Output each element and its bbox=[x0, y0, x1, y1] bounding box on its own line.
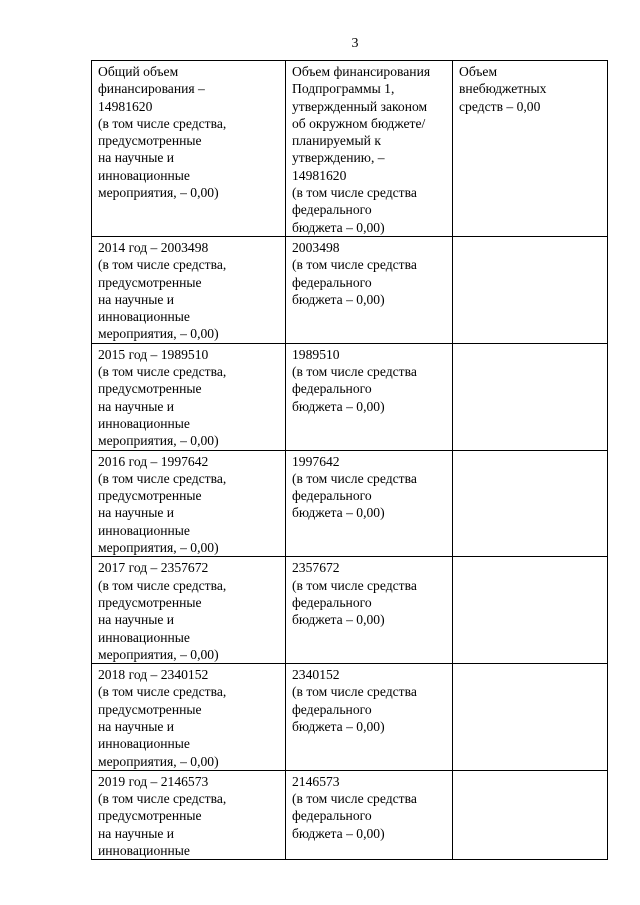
funding-table bbox=[91, 60, 608, 860]
year-extrabudget-cell bbox=[453, 450, 608, 557]
year-subprogram-cell: 2340152 (в том числе средства федерального бюджета – 0,00) bbox=[286, 664, 453, 771]
year-extrabudget-cell bbox=[453, 664, 608, 771]
year-extrabudget-cell bbox=[453, 770, 608, 859]
year-total-cell: 2015 год – 1989510 (в том числе средства, предусмотренные на научные и инновационные мероприятия, – 0,00) bbox=[92, 343, 286, 450]
year-total-cell: 2016 год – 1997642 (в том числе средства, предусмотренные на научные и инновационные мероприятия, – 0,00) bbox=[92, 450, 286, 557]
year-subprogram-cell: 1997642 (в том числе средства федерального бюджета – 0,00) bbox=[286, 450, 453, 557]
table-row-2019 bbox=[92, 770, 608, 859]
table-row-2016 bbox=[92, 450, 608, 557]
year-extrabudget-cell bbox=[453, 557, 608, 664]
extrabudget-funding-cell: Объем внебюджетных средств – 0,00 bbox=[453, 61, 608, 237]
year-extrabudget-cell bbox=[453, 236, 608, 343]
year-subprogram-cell: 2146573 (в том числе средства федерального бюджета – 0,00) bbox=[286, 770, 453, 859]
page-number: 3 bbox=[351, 36, 359, 51]
year-subprogram-cell: 2003498 (в том числе средства федерального бюджета – 0,00) bbox=[286, 236, 453, 343]
table-row-2018 bbox=[92, 664, 608, 771]
subprogram-funding-cell: Объем финансирования Подпрограммы 1, утвержденный законом об окружном бюджете/ планируемый к утверждению, – 14981620 (в том числе средства федерального бюджета – 0,00) bbox=[286, 61, 453, 237]
table-row-2015 bbox=[92, 343, 608, 450]
year-total-cell: 2018 год – 2340152 (в том числе средства, предусмотренные на научные и инновационные мероприятия, – 0,00) bbox=[92, 664, 286, 771]
table-row-2014 bbox=[92, 236, 608, 343]
table-row-2017 bbox=[92, 557, 608, 664]
year-total-cell: 2014 год – 2003498 (в том числе средства, предусмотренные на научные и инновационные мероприятия, – 0,00) bbox=[92, 236, 286, 343]
year-subprogram-cell: 2357672 (в том числе средства федерального бюджета – 0,00) bbox=[286, 557, 453, 664]
year-total-cell: 2019 год – 2146573 (в том числе средства, предусмотренные на научные и инновационные bbox=[92, 770, 286, 859]
table-header-row bbox=[92, 61, 608, 237]
total-funding-cell: Общий объем финансирования – 14981620 (в том числе средства, предусмотренные на научные и инновационные мероприятия, – 0,00) bbox=[92, 61, 286, 237]
year-extrabudget-cell bbox=[453, 343, 608, 450]
year-subprogram-cell: 1989510 (в том числе средства федерального бюджета – 0,00) bbox=[286, 343, 453, 450]
year-total-cell: 2017 год – 2357672 (в том числе средства, предусмотренные на научные и инновационные мероприятия, – 0,00) bbox=[92, 557, 286, 664]
